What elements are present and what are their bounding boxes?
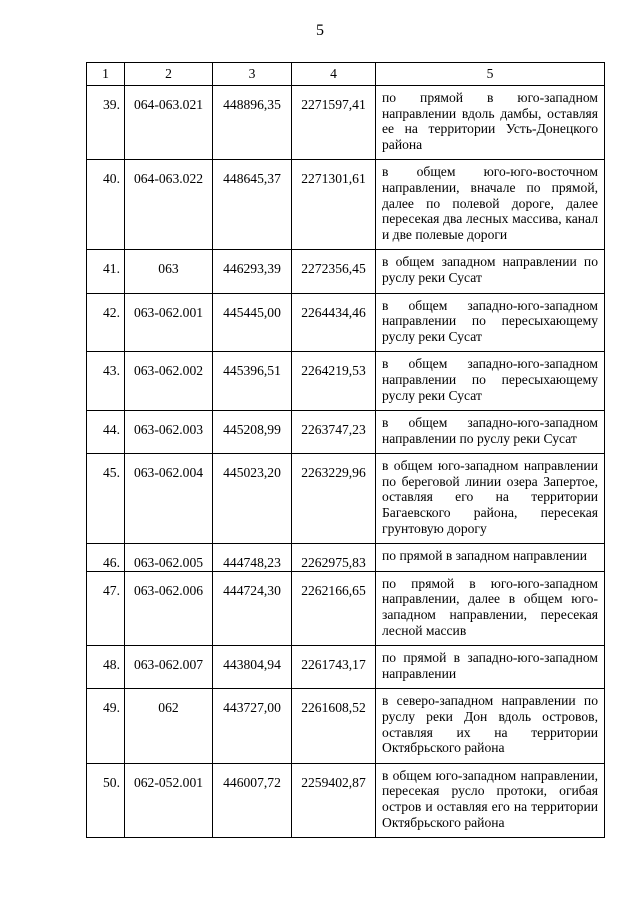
row-number: 45. <box>87 454 125 544</box>
coordinate-y: 2261608,52 <box>292 689 376 763</box>
coordinate-x: 446007,72 <box>213 763 292 837</box>
column-header-y: 4 <box>292 63 376 86</box>
point-code: 064-063.021 <box>125 86 213 160</box>
point-code: 063-062.004 <box>125 454 213 544</box>
row-number: 40. <box>87 160 125 250</box>
direction-description: в общем западном направлении по руслу реки Сусат <box>382 254 598 285</box>
point-code: 063-062.005 <box>125 544 213 572</box>
table-row <box>87 352 605 411</box>
coordinate-y: 2259402,87 <box>292 763 376 837</box>
coordinate-x: 444748,23 <box>213 544 292 572</box>
coordinate-y: 2263747,23 <box>292 411 376 454</box>
coordinate-x: 445396,51 <box>213 352 292 411</box>
coordinate-y: 2264219,53 <box>292 352 376 411</box>
point-code: 063 <box>125 250 213 293</box>
coordinate-y: 2271597,41 <box>292 86 376 160</box>
coordinate-x: 445208,99 <box>213 411 292 454</box>
point-code: 064-063.022 <box>125 160 213 250</box>
table-row <box>87 160 605 250</box>
row-number: 43. <box>87 352 125 411</box>
column-header-number: 1 <box>87 63 125 86</box>
direction-description: в общем западно-юго-западном направлении по руслу реки Сусат <box>382 415 598 446</box>
row-number: 44. <box>87 411 125 454</box>
coordinate-y: 2264434,46 <box>292 293 376 352</box>
coordinate-y: 2262975,83 <box>292 544 376 572</box>
table-row <box>87 689 605 763</box>
coordinate-y: 2272356,45 <box>292 250 376 293</box>
coordinate-x: 444724,30 <box>213 571 292 645</box>
direction-description: по прямой в юго-юго-западном направлении, далее в общем юго-западном направлении, пересекая лесной массив <box>382 575 598 638</box>
coordinate-x: 445445,00 <box>213 293 292 352</box>
row-number: 42. <box>87 293 125 352</box>
direction-description: в общем западно-юго-западном направлении по пересыхающему руслу реки Сусат <box>382 297 598 344</box>
page-number: 5 <box>316 22 324 39</box>
direction-description: в общем юго-западном направлении по береговой линии озера Запертое, оставляя его на территории Багаевского района, пересекая грунтовую дорогу <box>382 458 598 536</box>
table-row <box>87 571 605 645</box>
table-row <box>87 411 605 454</box>
point-code: 063-062.002 <box>125 352 213 411</box>
boundary-points-table <box>86 62 605 838</box>
table-row <box>87 454 605 544</box>
direction-description: в общем юго-юго-восточном направлении, вначале по прямой, далее по полевой дороге, далее пересекая два лесных массива, канал и две полевые дороги <box>382 164 598 242</box>
table-row <box>87 544 605 572</box>
row-number: 41. <box>87 250 125 293</box>
coordinate-x: 448896,35 <box>213 86 292 160</box>
column-header-x: 3 <box>213 63 292 86</box>
row-number: 49. <box>87 689 125 763</box>
row-number: 48. <box>87 646 125 689</box>
coordinate-y: 2271301,61 <box>292 160 376 250</box>
coordinate-y: 2262166,65 <box>292 571 376 645</box>
point-code: 063-062.003 <box>125 411 213 454</box>
column-header-code: 2 <box>125 63 213 86</box>
point-code: 062-052.001 <box>125 763 213 837</box>
coordinate-x: 443727,00 <box>213 689 292 763</box>
direction-description: в общем западно-юго-западном направлении по пересыхающему руслу реки Сусат <box>382 356 598 403</box>
table-row <box>87 250 605 293</box>
row-number: 46. <box>87 544 125 572</box>
coordinate-x: 443804,94 <box>213 646 292 689</box>
direction-description: в общем юго-западном направлении, пересекая русло протоки, огибая остров и оставляя его на территории Октябрьского района <box>382 767 598 830</box>
point-code: 063-062.001 <box>125 293 213 352</box>
coordinate-x: 448645,37 <box>213 160 292 250</box>
column-header-description: 5 <box>376 63 605 86</box>
point-code: 063-062.006 <box>125 571 213 645</box>
direction-description: по прямой в западно-юго-западном направлении <box>382 650 598 681</box>
coordinate-y: 2263229,96 <box>292 454 376 544</box>
point-code: 062 <box>125 689 213 763</box>
direction-description: по прямой в юго-западном направлении вдоль дамбы, оставляя ее на территории Усть-Донецкого района <box>382 90 598 152</box>
coordinate-y: 2261743,17 <box>292 646 376 689</box>
direction-description: в северо-западном направлении по руслу реки Дон вдоль островов, оставляя их на территории Октябрьского района <box>382 693 598 756</box>
coordinate-x: 446293,39 <box>213 250 292 293</box>
row-number: 47. <box>87 571 125 645</box>
table-row <box>87 646 605 689</box>
table-row <box>87 293 605 352</box>
table-row <box>87 763 605 837</box>
row-number: 39. <box>87 86 125 160</box>
coordinate-x: 445023,20 <box>213 454 292 544</box>
row-number: 50. <box>87 763 125 837</box>
point-code: 063-062.007 <box>125 646 213 689</box>
direction-description: по прямой в западном направлении <box>382 548 588 564</box>
table-row <box>87 86 605 160</box>
table-header-row <box>87 63 605 86</box>
